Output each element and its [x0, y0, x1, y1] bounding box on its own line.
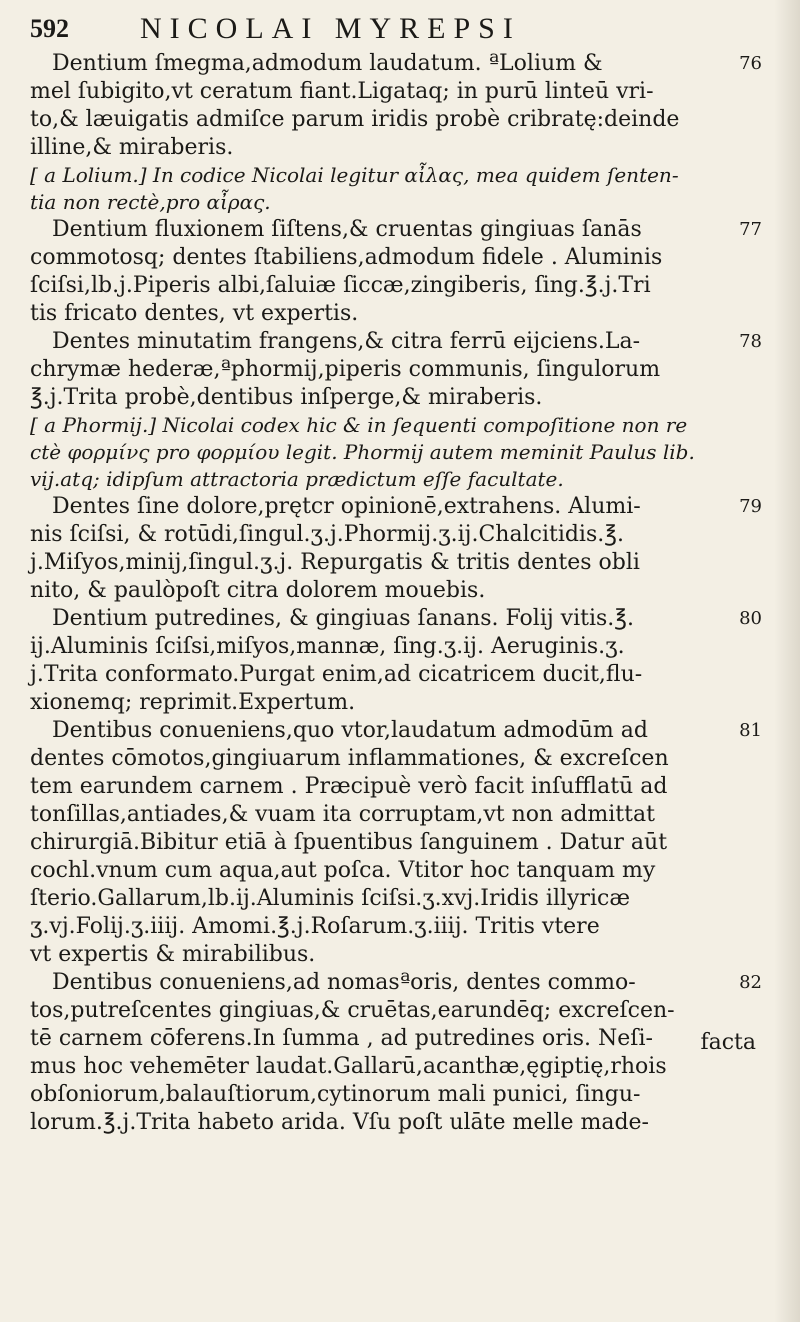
recipe-heading-line [30, 605, 762, 633]
text-line [30, 1025, 750, 1053]
margin-number: 81 [739, 720, 762, 741]
margin-number: 82 [739, 972, 762, 993]
text-line [30, 356, 750, 384]
line-text: commotosq; dentes ſtabiliens,admodum fidele . Aluminis [30, 245, 663, 270]
line-text: cochl.vnum cum aqua,aut poſca. Vtitor hoc tanquam my [30, 858, 656, 883]
recipe-heading-line [30, 717, 762, 745]
text-block [30, 50, 762, 1137]
line-text: ʒ.vj.Folij.ʒ.iiij. Amomi.℥.j.Roſarum.ʒ.iiij. Tritis vtere [30, 914, 600, 939]
footnote-line [30, 189, 750, 216]
line-text: Dentibus conueniens,ad nomasªoris, dentes commo- [52, 970, 636, 995]
line-text: tonſillas,antiades,& vuam ita corruptam,vt non admittat [30, 802, 655, 827]
line-text: Dentium putredines, & gingiuas ſanans. Folij vitis.℥. [52, 606, 635, 631]
line-text: illine,& miraberis. [30, 135, 234, 160]
line-text: dentes cōmotos,gingiuarum inflammationes, & excreſcen [30, 746, 669, 771]
text-line [30, 913, 750, 941]
line-text: nis ſciſsi, & rotūdi,ſingul.ʒ.j.Phormij.ʒ.ij.Chalcitidis.℥. [30, 522, 624, 547]
line-text: nito, & paulòpoſt citra dolorem mouebis. [30, 578, 486, 603]
line-text: ℥.j.Trita probè,dentibus inſperge,& miraberis. [30, 385, 543, 410]
line-text: Dentibus conueniens,quo vtor,laudatum admodūm ad [52, 718, 648, 743]
text-line [30, 1109, 750, 1137]
catchword: facta [700, 1030, 756, 1055]
running-head: NICOLAI MYREPSI [140, 12, 521, 45]
text-line [30, 745, 750, 773]
line-text: Dentes minutatim frangens,& citra ferrū eijciens.La- [52, 329, 641, 354]
line-text: j.Trita conformato.Purgat enim,ad cicatricem ducit,flu- [30, 662, 643, 687]
text-line [30, 689, 750, 717]
page-edge-shadow [774, 0, 800, 1322]
text-line [30, 106, 750, 134]
margin-number: 77 [739, 219, 762, 240]
footnote-line [30, 412, 750, 439]
recipe-heading-line [30, 328, 762, 356]
line-text: tē carnem cōferens.In ſumma , ad putredines oris. Neſi- [30, 1026, 653, 1051]
recipe-heading-line [30, 493, 762, 521]
margin-number: 76 [739, 53, 762, 74]
line-text: ſciſsi,lb.j.Piperis albi,ſaluiæ ſiccæ,zingiberis, ſing.℥.j.Tri [30, 273, 651, 298]
page-number: 592 [30, 14, 69, 43]
text-line [30, 829, 750, 857]
text-line [30, 1053, 750, 1081]
text-line [30, 661, 750, 689]
line-text: ctè φορμίνς pro φορμίου legit. Phormij autem meminit Paulus lib. [30, 440, 695, 464]
text-line [30, 773, 750, 801]
text-line [30, 857, 750, 885]
line-text: [ a Lolium.] In codice Nicolai legitur αἶλας, mea quidem ſenten- [30, 163, 679, 187]
line-text: lorum.℥.j.Trita habeto arida. Vſu poſt ulāte melle made- [30, 1110, 649, 1135]
text-line [30, 300, 750, 328]
line-text: mel ſubigito,vt ceratum fiant.Ligataq; in purū linteū vri- [30, 79, 654, 104]
line-text: tem earundem carnem . Præcipuè verò facit inſufflatū ad [30, 774, 668, 799]
line-text: tos,putreſcentes gingiuas,& cruētas,earundēq; excreſcen- [30, 998, 675, 1023]
line-text: ij.Aluminis ſciſsi,miſyos,mannæ, ſing.ʒ.ij. Aeruginis.ʒ. [30, 634, 625, 659]
text-line [30, 997, 750, 1025]
footnote-line [30, 466, 750, 493]
line-text: obſoniorum,balauſtiorum,cytinorum mali punici, ſingu- [30, 1082, 641, 1107]
line-text: Dentes ſine dolore,prętcr opinionē,extrahens. Alumi- [52, 494, 641, 519]
text-line [30, 134, 750, 162]
line-text: [ a Phormij.] Nicolai codex hic & in ſequenti compoſitione non re [30, 413, 688, 437]
line-text: xionemq; reprimit.Expertum. [30, 690, 356, 715]
text-line [30, 633, 750, 661]
text-line [30, 885, 750, 913]
recipe-heading-line [30, 216, 762, 244]
margin-number: 80 [739, 608, 762, 629]
line-text: vij.atq; idipſum attractoria prædictum eſſe facultate. [30, 467, 564, 491]
line-text: to,& læuigatis admiſce parum iridis probè cribratę:deinde [30, 107, 680, 132]
line-text: chrymæ hederæ,ªphormij,piperis communis, ſingulorum [30, 357, 661, 382]
text-line [30, 244, 750, 272]
text-line [30, 941, 750, 969]
recipe-heading-line [30, 969, 762, 997]
footnote-line [30, 439, 750, 466]
recipe-heading-line [30, 50, 762, 78]
line-text: tia non rectè,pro αἶρας. [30, 190, 271, 214]
text-line [30, 272, 750, 300]
line-text: mus hoc vehemēter laudat.Gallarū,acanthæ,ęgiptię,rhois [30, 1054, 667, 1079]
line-text: Dentium ſmegma,admodum laudatum. ªLolium & [52, 51, 603, 76]
page-header [30, 8, 770, 50]
text-line [30, 801, 750, 829]
text-line [30, 577, 750, 605]
text-line [30, 521, 750, 549]
text-line [30, 1081, 750, 1109]
line-text: j.Miſyos,minij,ſingul.ʒ.j. Repurgatis & tritis dentes obli [30, 550, 640, 575]
line-text: vt expertis & mirabilibus. [30, 942, 316, 967]
text-line [30, 549, 750, 577]
line-text: chirurgiā.Bibitur etiā à ſpuentibus ſanguinem . Datur aūt [30, 830, 668, 855]
text-line [30, 78, 750, 106]
text-line [30, 384, 750, 412]
line-text: Dentium fluxionem ſiſtens,& cruentas gingiuas ſanās [52, 217, 642, 242]
margin-number: 79 [739, 496, 762, 517]
line-text: tis fricato dentes, vt expertis. [30, 301, 359, 326]
line-text: ſterio.Gallarum,lb.ij.Aluminis ſciſsi.ʒ.xvj.Iridis illyricæ [30, 886, 631, 911]
margin-number: 78 [739, 331, 762, 352]
footnote-line [30, 162, 750, 189]
